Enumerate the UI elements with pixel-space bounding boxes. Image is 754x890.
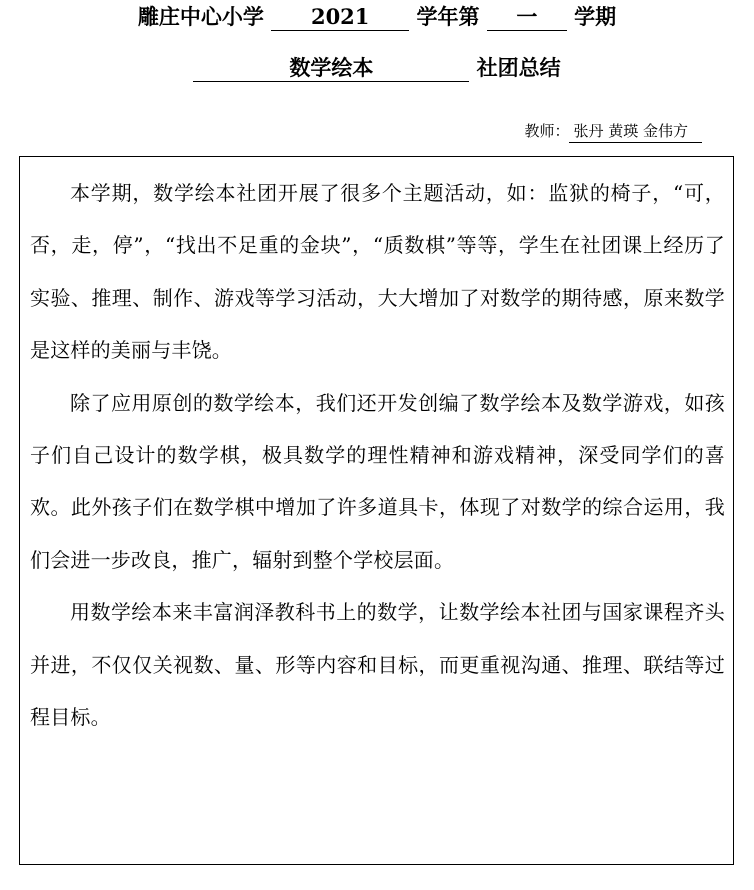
term-field: 一 [487, 4, 567, 31]
school-year-label: 学年第 [416, 4, 480, 29]
summary-label: 社团总结 [476, 55, 561, 80]
school-name: 雕庄中心小学 [137, 4, 264, 29]
teacher-line [524, 120, 702, 143]
summary-content-box [19, 156, 734, 865]
teacher-names: 张丹 黄瑛 金伟方 [569, 120, 702, 143]
summary-paragraph-3: 用数学绘本来丰富润泽教科书上的数学，让数学绘本社团与国家课程齐头并进，不仅仅关视数、量、形等内容和目标，而更重视沟通、推理、联结等过程目标。 [30, 600, 725, 730]
term-label: 学期 [574, 4, 617, 29]
summary-paragraph-1: 本学期，数学绘本社团开展了很多个主题活动，如：监狱的椅子，“可，否，走，停”，“找出不足重的金块”，“质数棋”等等，学生在社团课上经历了实验、推理、制作、游戏等学习活动，大大增加了对数学的期待感，原来数学是这样的美丽与丰饶。 [30, 181, 725, 363]
document-title-line-2 [0, 53, 754, 83]
teacher-label: 教师： [524, 122, 570, 140]
summary-paragraph-2: 除了应用原创的数学绘本，我们还开发创编了数学绘本及数学游戏，如孩子们自己设计的数学棋，极具数学的理性精神和游戏精神，深受同学们的喜欢。此外孩子们在数学棋中增加了许多道具卡，体现了对数学的综合运用，我们会进一步改良，推广，辐射到整个学校层面。 [30, 390, 725, 572]
club-name-field: 数学绘本 [193, 55, 469, 82]
school-year-field: 2021 [271, 4, 409, 31]
document-title-line-1 [0, 2, 754, 32]
